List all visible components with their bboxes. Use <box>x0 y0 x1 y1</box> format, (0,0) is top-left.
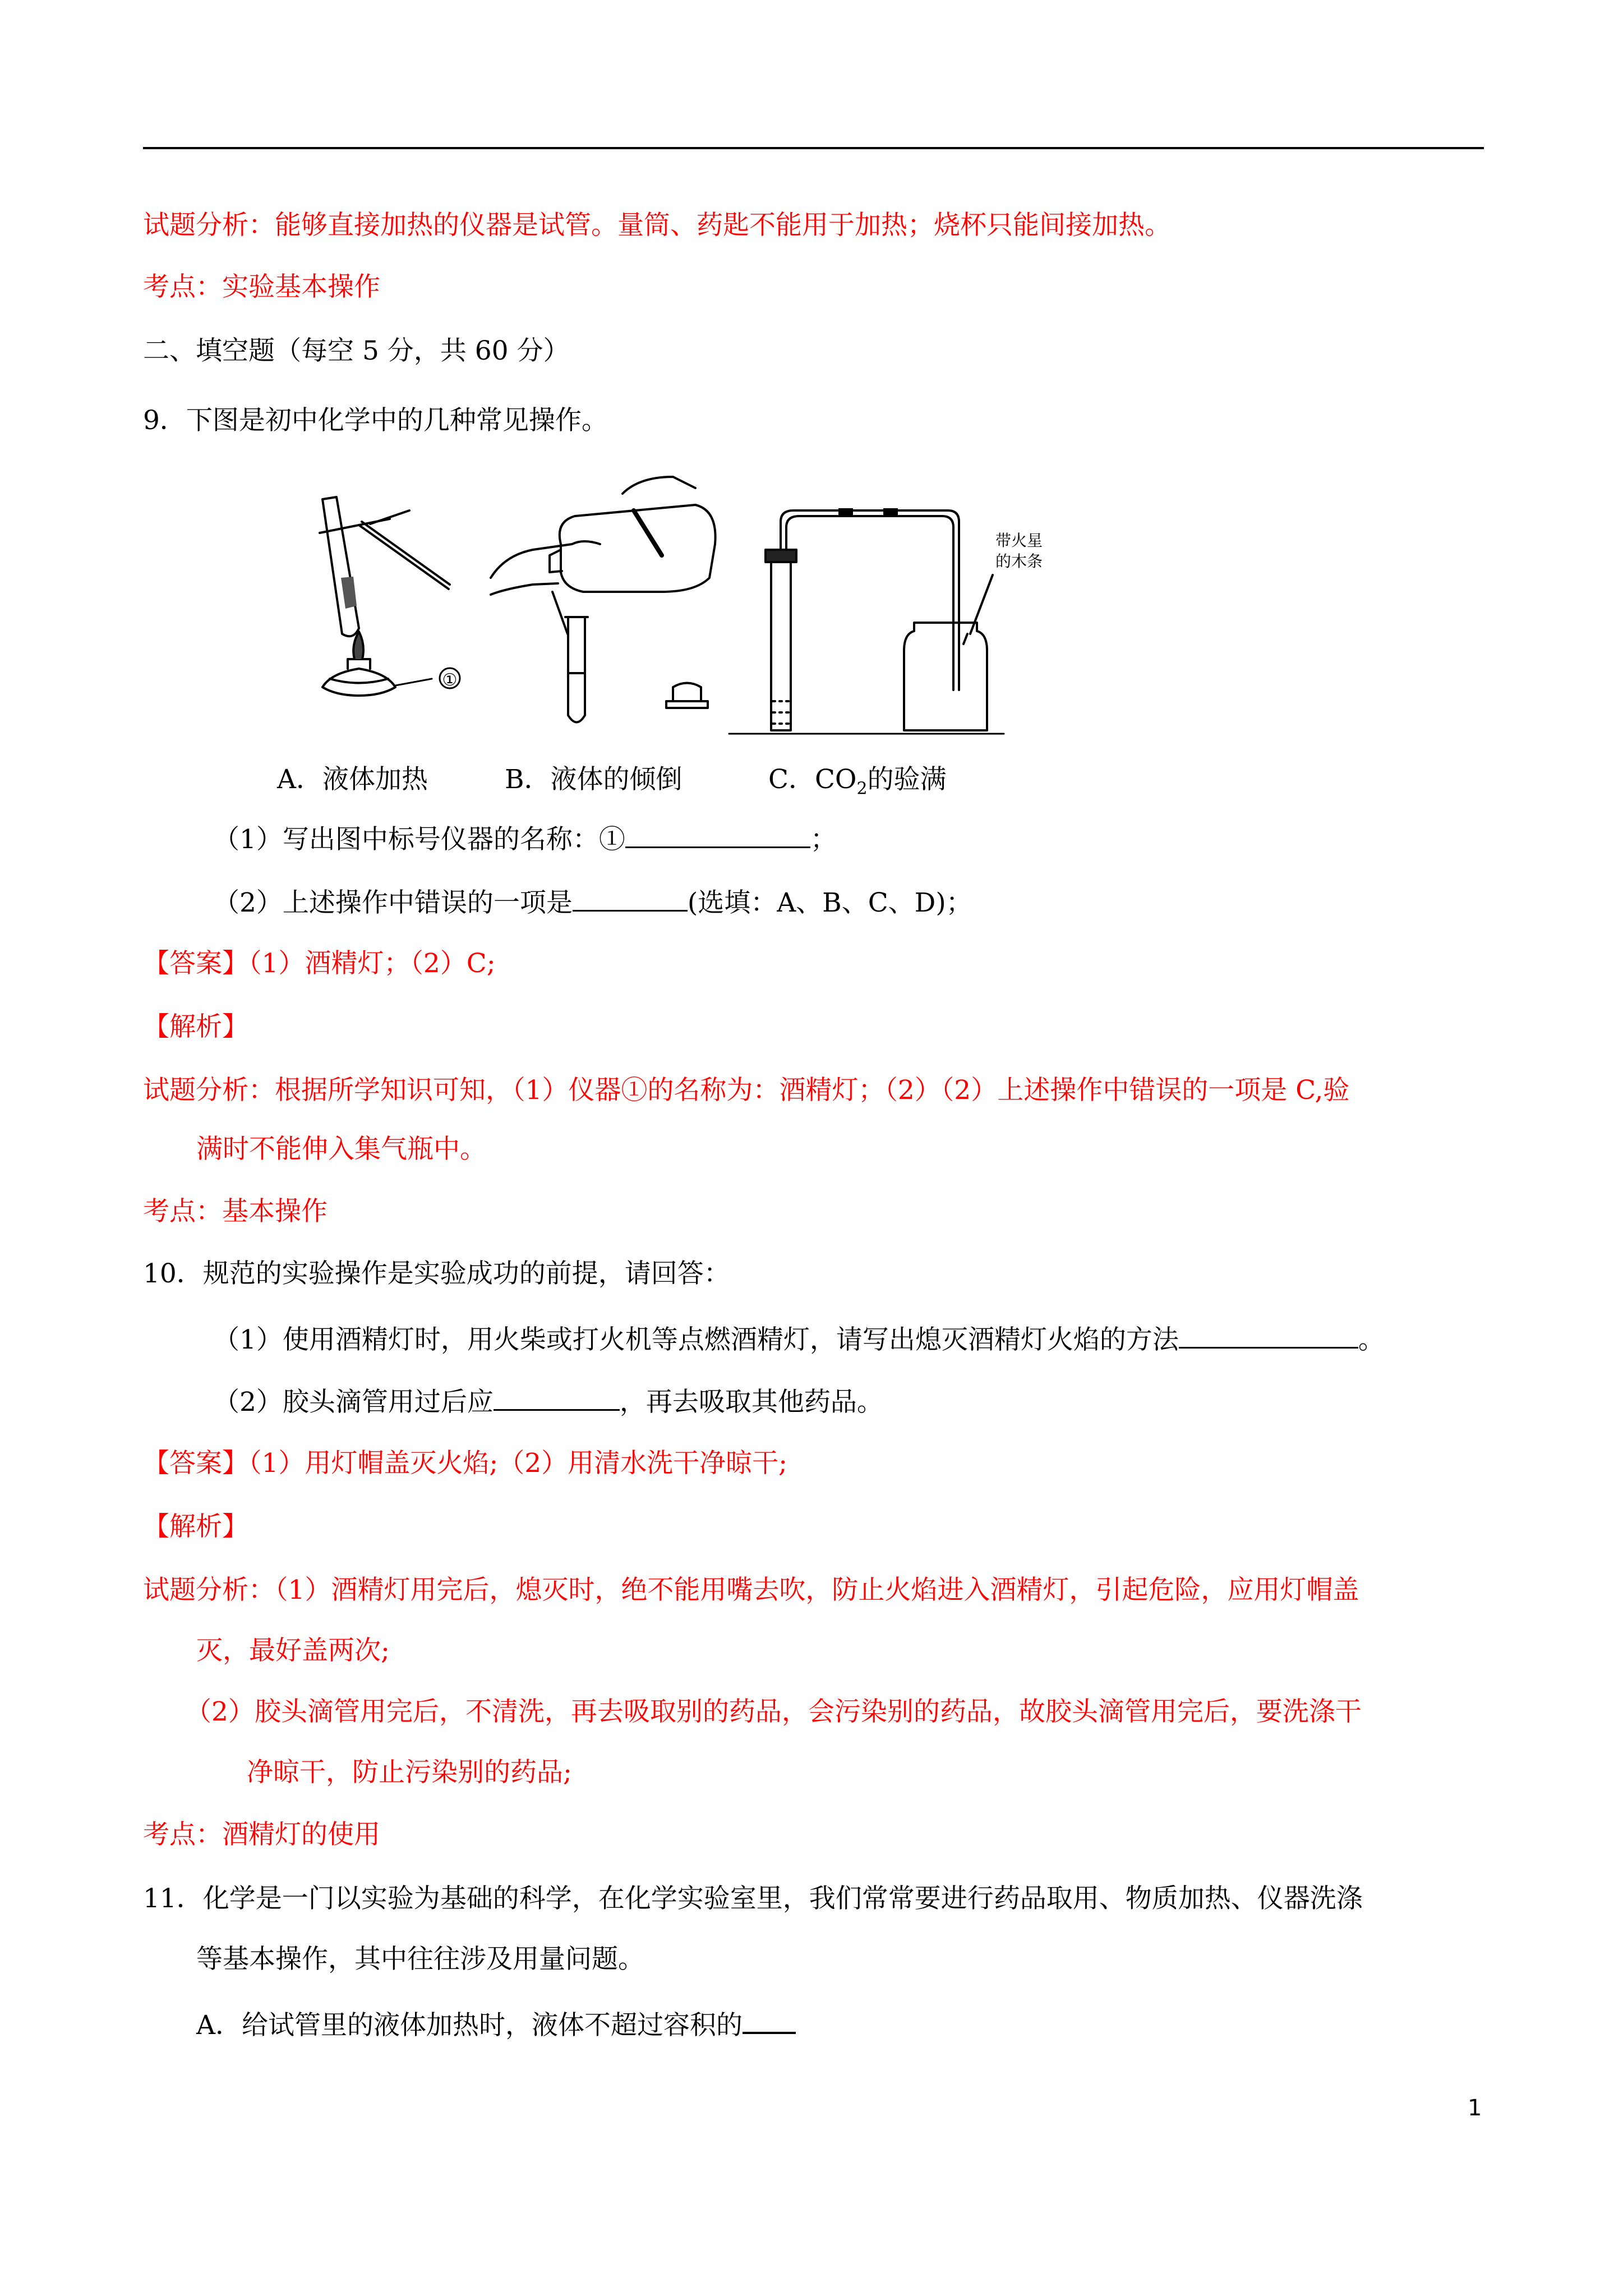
splint-label-line2: 的木条 <box>995 552 1043 570</box>
q10-jiexi: 【解析】 <box>143 1511 248 1542</box>
q10-part2-end: ，再去吸取其他药品。 <box>619 1387 883 1418</box>
q9-figure <box>269 466 1066 746</box>
caption-c-post: 的验满 <box>867 764 947 795</box>
q10-analysis-line1: 试题分析：（1）酒精灯用完后，熄灭时，绝不能用嘴去吹，防止火焰进入酒精灯，引起危险，应用灯帽盖 <box>143 1575 1359 1605</box>
q10-part1-end: 。 <box>1358 1324 1385 1355</box>
q10-analysis-line2: 灭，最好盖两次; <box>196 1635 390 1666</box>
section-heading: 二、填空题（每空 5 分，共 60 分） <box>143 335 570 366</box>
q10-part1-blank[interactable] <box>1179 1321 1358 1349</box>
q9-analysis-line2: 满时不能伸入集气瓶中。 <box>196 1134 486 1165</box>
q9-part2-blank[interactable] <box>573 884 688 912</box>
alcohol-lamp-heating-illustration <box>320 497 450 696</box>
q11-part-a-text: A．给试管里的液体加热时，液体不超过容积的 <box>196 2010 743 2041</box>
q11-part-a <box>196 2006 796 2042</box>
q8-analysis: 试题分析：能够直接加热的仪器是试管。量筒、药匙不能用于加热；烧杯只能间接加热。 <box>143 210 1171 241</box>
q10-kaodian: 考点：酒精灯的使用 <box>143 1819 380 1850</box>
q8-kaodian: 考点：实验基本操作 <box>143 272 380 302</box>
page-number: 1 <box>1468 2095 1482 2121</box>
q10-answer-tag: 【答案】 <box>143 1448 248 1479</box>
q9-part1-blank[interactable] <box>625 821 810 848</box>
q9-part1-end: ； <box>810 824 837 855</box>
q10-answer-text: （1）用灯帽盖灭火焰;（2）用清水洗干净晾干; <box>248 1448 787 1479</box>
caption-b: B．液体的倾倒 <box>505 764 683 795</box>
q10-answer <box>143 1447 787 1480</box>
q9-part1-text: （1）写出图中标号仪器的名称：① <box>213 824 625 855</box>
q9-stem: 9．下图是初中化学中的几种常见操作。 <box>143 405 608 436</box>
q9-part2-end: (选填：A、B、C、D)； <box>687 887 972 918</box>
q9-answer <box>143 947 496 981</box>
q10-part2-text: （2）胶头滴管用过后应 <box>213 1387 494 1418</box>
q10-part1 <box>213 1321 1385 1357</box>
q10-part2 <box>213 1383 883 1419</box>
caption-c <box>768 763 947 806</box>
co2-full-check-illustration <box>729 508 1004 734</box>
q9-part2-text: （2）上述操作中错误的一项是 <box>213 887 573 918</box>
q10-analysis-line3: （2）胶头滴管用完后，不清洗，再去吸取别的药品，会污染别的药品，故胶头滴管用完后，要洗涤干 <box>185 1696 1362 1727</box>
q11-part-a-blank[interactable] <box>743 2006 796 2034</box>
q9-jiexi: 【解析】 <box>143 1011 248 1042</box>
caption-c-pre: C．CO <box>768 764 857 795</box>
q9-answer-text: （1）酒精灯；（2）C; <box>248 948 496 979</box>
q9-kaodian: 考点：基本操作 <box>143 1196 328 1227</box>
q11-stem-line2: 等基本操作，其中往往涉及用量问题。 <box>196 1944 644 1975</box>
lab-operations-illustration <box>269 466 1066 746</box>
marker-1-text: ① <box>442 670 458 690</box>
header-rule <box>143 147 1484 149</box>
q9-answer-tag: 【答案】 <box>143 948 248 979</box>
caption-c-sub: 2 <box>856 779 868 799</box>
splint-label-line1: 带火星 <box>995 531 1043 550</box>
q9-part2 <box>213 884 972 920</box>
liquid-pouring-illustration <box>491 477 716 723</box>
q9-part1 <box>213 821 837 857</box>
q10-stem: 10．规范的实验操作是实验成功的前提，请回答： <box>143 1258 730 1289</box>
q10-part2-blank[interactable] <box>494 1383 620 1411</box>
q11-stem-line1: 11．化学是一门以实验为基础的科学，在化学实验室里，我们常常要进行药品取用、物质加热、仪器洗涤 <box>143 1883 1363 1914</box>
q10-analysis-line4: 净晾干，防止污染别的药品; <box>247 1757 572 1788</box>
q9-analysis-line1: 试题分析：根据所学知识可知，（1）仪器①的名称为：酒精灯；（2）（2）上述操作中错误的一项是 C,验 <box>143 1075 1350 1106</box>
marker-1 <box>440 668 460 690</box>
caption-a: A．液体加热 <box>277 764 428 795</box>
q10-part1-text: （1）使用酒精灯时，用火柴或打火机等点燃酒精灯，请写出熄灭酒精灯火焰的方法 <box>213 1324 1179 1355</box>
